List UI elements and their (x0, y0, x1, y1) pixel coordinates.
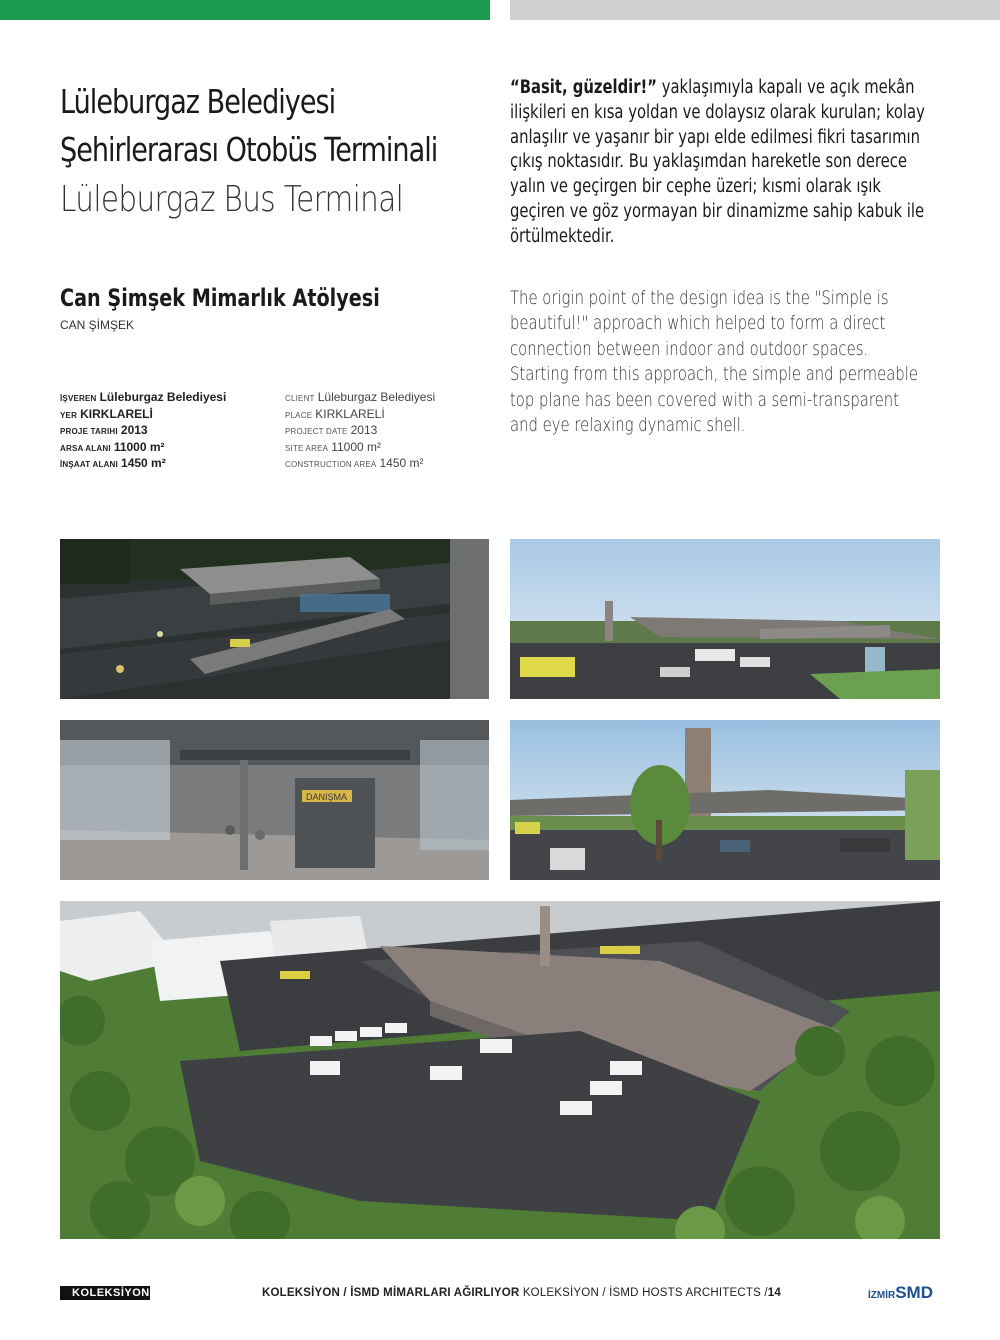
footer-running-title (262, 1287, 781, 1299)
description-english: The origin point of the design idea is the "Simple is beautiful!" approach which helped to form a direct connection between indoor and outdoor spaces. Starting from this approach, the simple and permeable top plane has been covered with a semi-transparent and eye relaxing dynamic shell. (510, 287, 918, 437)
top-green-bar (0, 0, 490, 20)
description-lead: “Basit, güzeldir!” (510, 77, 658, 98)
render-aerial-day (60, 901, 940, 1239)
credit-row: PLACE KIRKLARELİ (285, 406, 385, 421)
koleksiyon-logo (60, 1286, 150, 1300)
credit-row: PROJECT DATE 2013 (285, 423, 378, 437)
render-street-view (510, 539, 940, 699)
author-name: CAN ŞİMŞEK (60, 318, 135, 332)
credit-row: YER KIRKLARELİ (60, 406, 153, 421)
credit-row: PROJE TARIHI 2013 (60, 423, 148, 437)
firm-name: Can Şimşek Mimarlık Atölyesi (60, 284, 380, 312)
page-title-english: Lüleburgaz Bus Terminal (60, 179, 404, 220)
logo-text: KOLEKSİYON (72, 1287, 150, 1299)
info-desk-sign: DANIŞMA (306, 792, 348, 802)
footer-title-regular: KOLEKSİYON / İSMD HOSTS ARCHITECTS / (519, 1287, 768, 1299)
credit-row: İNŞAAT ALANI 1450 m² (60, 456, 166, 470)
render-interior (60, 720, 489, 880)
credit-row: SITE AREA 11000 m² (285, 439, 382, 454)
render-aerial-night (60, 539, 489, 699)
credits-english (285, 390, 435, 473)
footer-title-bold: KOLEKSİYON / İSMD MİMARLARI AĞIRLIYOR (262, 1287, 520, 1299)
title-line-1: Lüleburgaz Belediyesi (60, 82, 336, 121)
description-turkish (510, 76, 926, 250)
page-title-turkish (60, 78, 438, 174)
credits-turkish (60, 390, 226, 473)
credit-row: ARSA ALANI 11000 m² (60, 439, 165, 454)
render-tower-view (510, 720, 940, 880)
description-body: yaklaşımıyla kapalı ve açık mekân ilişkileri en kısa yoldan ve dolaysız olarak kurulan; kolay anlaşılır ve yaşanır bir yapı elde edilmesi fikri tasarımın çıkış noktasıdır. Bu yaklaşımdan hareketle son derece yalın ve geçirgen bir cephe üzeri; kısmi olarak ışık geçiren ve göz yormayan bir dinamizme sahip kabuk ile örtülmektedir. (510, 77, 925, 247)
top-gray-bar (510, 0, 1000, 20)
ismd-logo (868, 1283, 933, 1303)
title-line-2: Şehirlerarası Otobüs Terminali (60, 130, 438, 169)
brand-small: İZMİR (868, 1290, 896, 1301)
page-number: 14 (767, 1287, 781, 1299)
credit-row: İŞVEREN Lüleburgaz Belediyesi (60, 390, 227, 404)
credit-row: CONSTRUCTION AREA 1450 m² (285, 456, 424, 470)
credit-row: CLIENT Lüleburgaz Belediyesi (285, 390, 436, 404)
brand-big: SMD (895, 1283, 933, 1302)
